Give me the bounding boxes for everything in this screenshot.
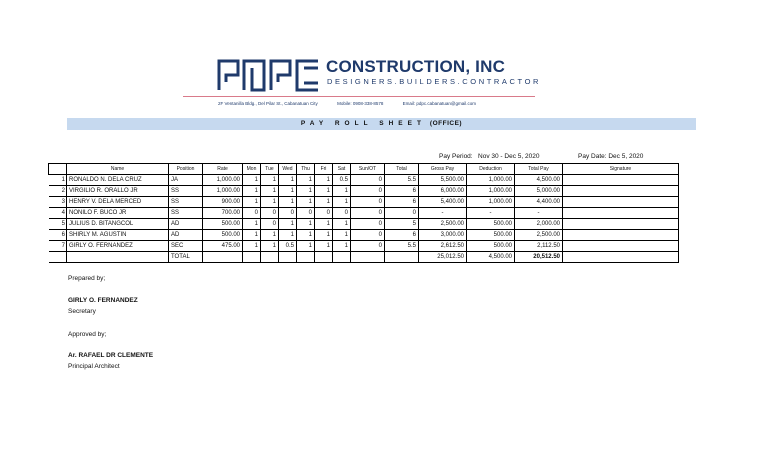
contact-line [218,101,494,106]
days-total: 0 [385,208,419,219]
header-cell: Mon [243,164,261,175]
rate: 900.00 [203,197,243,208]
day-tue: 1 [261,197,279,208]
position: JA [169,175,203,186]
position: SEC [169,241,203,252]
employee-name: HENRY V. DELA MERCED [67,197,169,208]
day-sat: 1 [333,219,351,230]
table-row [49,219,679,230]
empty-cell [279,252,297,263]
header-cell: Tue [261,164,279,175]
signature-cell [563,197,679,208]
signature-cell [563,186,679,197]
day-tue: 1 [261,175,279,186]
day-mon: 1 [243,219,261,230]
day-mon: 0 [243,208,261,219]
empty-cell [243,252,261,263]
table-header-row [49,164,679,175]
day-fri: 0 [315,208,333,219]
company-tagline: DESIGNERS.BUILDERS.CONTRACTOR [327,77,542,86]
empty-cell [351,252,385,263]
total-gross: 25,012.50 [419,252,467,263]
sheet-subtitle: (OFFICE) [429,120,463,127]
header-cell: Total Pay [515,164,563,175]
total-deduction: 4,500.00 [467,252,515,263]
total-row [49,252,679,263]
total-row-blank [67,252,169,263]
header-cell-blank [49,164,67,175]
days-total: 5.5 [385,241,419,252]
total-row-blank [49,252,67,263]
total-pay-cell: 2,500.00 [515,230,563,241]
pay-period-value: Nov 30 - Dec 5, 2020 [478,153,540,160]
days-total: 6 [385,186,419,197]
empty-cell [203,252,243,263]
pay-date [578,153,643,160]
employee-name: RONALDO N. DELA CRUZ [67,175,169,186]
day-thu: 1 [297,230,315,241]
days-total: 6 [385,197,419,208]
day-mon: 1 [243,175,261,186]
approved-label: Approved by; [68,331,107,338]
position: AD [169,230,203,241]
day-thu: 1 [297,175,315,186]
mobile-text: Mobile: 0908-338-8578 [337,101,384,106]
empty-cell [261,252,279,263]
deduction: - [467,208,515,219]
day-sat: 0 [333,208,351,219]
deduction: 500.00 [467,241,515,252]
row-number: 3 [49,197,67,208]
day-fri: 1 [315,219,333,230]
employee-name: NONILO F. BUCO JR [67,208,169,219]
position: AD [169,219,203,230]
total-pay-cell: 4,400.00 [515,197,563,208]
day-wed: 0 [279,208,297,219]
rate: 500.00 [203,230,243,241]
deduction: 1,000.00 [467,197,515,208]
prepared-title: Secretary [68,308,96,315]
table-row [49,208,679,219]
day-thu: 1 [297,219,315,230]
header-cell: Total [385,164,419,175]
address-text: 2F Ventanilla Bldg., Del Pilar St., Cabanatuan City [218,101,318,106]
day-mon: 1 [243,197,261,208]
header-cell: Fri [315,164,333,175]
total-pay-cell: 4,500.00 [515,175,563,186]
company-logo [216,58,322,92]
pay-date-label: Pay Date: [578,153,607,160]
pay-period-label: Pay Period: [439,153,473,160]
signature-cell [563,241,679,252]
rate: 1,000.00 [203,175,243,186]
day-sun-ot: 0 [351,186,385,197]
day-mon: 1 [243,241,261,252]
empty-cell [297,252,315,263]
row-number: 2 [49,186,67,197]
gross-pay: 3,000.00 [419,230,467,241]
rate: 500.00 [203,219,243,230]
header-cell: Rate [203,164,243,175]
gross-pay: - [419,208,467,219]
row-number: 7 [49,241,67,252]
total-pay-cell: 5,000.00 [515,186,563,197]
employee-name: VIRGILIO R. ORALLO JR [67,186,169,197]
day-wed: 1 [279,219,297,230]
gross-pay: 6,000.00 [419,186,467,197]
day-thu: 1 [297,241,315,252]
days-total: 5 [385,219,419,230]
header-cell: Wed [279,164,297,175]
table-row [49,186,679,197]
header-cell: Signature [563,164,679,175]
day-wed: 1 [279,197,297,208]
rate: 700.00 [203,208,243,219]
empty-cell [333,252,351,263]
company-name: CONSTRUCTION, INC [326,57,506,76]
total-label: TOTAL [169,252,203,263]
day-fri: 1 [315,241,333,252]
empty-cell [563,252,679,263]
day-tue: 0 [261,208,279,219]
row-number: 1 [49,175,67,186]
row-number: 5 [49,219,67,230]
deduction: 500.00 [467,230,515,241]
gross-pay: 5,400.00 [419,197,467,208]
day-sun-ot: 0 [351,208,385,219]
total-pay-cell: 2,000.00 [515,219,563,230]
row-number: 4 [49,208,67,219]
signature-cell [563,208,679,219]
day-tue: 1 [261,230,279,241]
day-fri: 1 [315,186,333,197]
table-row [49,175,679,186]
empty-cell [385,252,419,263]
day-fri: 1 [315,230,333,241]
header-cell: Sat [333,164,351,175]
gross-pay: 2,612.50 [419,241,467,252]
day-tue: 1 [261,241,279,252]
position: SS [169,186,203,197]
day-fri: 1 [315,175,333,186]
pay-period [439,153,539,160]
day-sun-ot: 0 [351,175,385,186]
employee-name: GIRLY O. FERNANDEZ [67,241,169,252]
employee-name: JULIUS D. BITANGCOL [67,219,169,230]
empty-cell [315,252,333,263]
day-thu: 0 [297,208,315,219]
table-row [49,197,679,208]
email-text: Email: pdpc.cabanatuan@gmail.com [402,101,476,106]
total-pay: 20,512.50 [515,252,563,263]
header-cell: Name [67,164,169,175]
approved-title: Principal Architect [68,363,120,370]
day-thu: 1 [297,197,315,208]
rate: 1,000.00 [203,186,243,197]
header-divider [183,96,535,97]
day-sat: 0.5 [333,175,351,186]
day-fri: 1 [315,197,333,208]
day-mon: 1 [243,186,261,197]
position: SS [169,208,203,219]
day-sun-ot: 0 [351,219,385,230]
header-cell: Deduction [467,164,515,175]
day-tue: 1 [261,186,279,197]
prepared-name: GIRLY O. FERNANDEZ [68,297,138,304]
days-total: 5.5 [385,175,419,186]
total-pay-cell: 2,112.50 [515,241,563,252]
day-wed: 0.5 [279,241,297,252]
signature-cell [563,219,679,230]
day-sun-ot: 0 [351,230,385,241]
header-cell: Thu [297,164,315,175]
table-row [49,241,679,252]
deduction: 1,000.00 [467,175,515,186]
table-row [49,230,679,241]
day-sun-ot: 0 [351,241,385,252]
position: SS [169,197,203,208]
employee-name: SHIRLY M. AGUSTIN [67,230,169,241]
row-number: 6 [49,230,67,241]
day-sun-ot: 0 [351,197,385,208]
total-pay-cell: - [515,208,563,219]
day-thu: 1 [297,186,315,197]
sheet-title-text: PAY ROLL SHEET [300,120,426,127]
sheet-title [67,118,696,130]
rate: 475.00 [203,241,243,252]
header-cell: Sun/OT [351,164,385,175]
day-sat: 1 [333,230,351,241]
day-tue: 0 [261,219,279,230]
approved-name: Ar. RAFAEL DR CLEMENTE [68,352,154,359]
pay-date-value: Dec 5, 2020 [608,153,644,160]
title-band [67,118,696,130]
day-wed: 1 [279,230,297,241]
day-mon: 1 [243,230,261,241]
signature-cell [563,230,679,241]
gross-pay: 2,500.00 [419,219,467,230]
day-sat: 1 [333,197,351,208]
day-wed: 1 [279,186,297,197]
header-cell: Gross Pay [419,164,467,175]
prepared-label: Prepared by; [68,275,106,282]
payroll-table [48,163,679,263]
days-total: 6 [385,230,419,241]
day-sat: 1 [333,241,351,252]
signature-cell [563,175,679,186]
header-cell: Position [169,164,203,175]
deduction: 500.00 [467,219,515,230]
deduction: 1,000.00 [467,186,515,197]
day-wed: 1 [279,175,297,186]
gross-pay: 5,500.00 [419,175,467,186]
day-sat: 1 [333,186,351,197]
